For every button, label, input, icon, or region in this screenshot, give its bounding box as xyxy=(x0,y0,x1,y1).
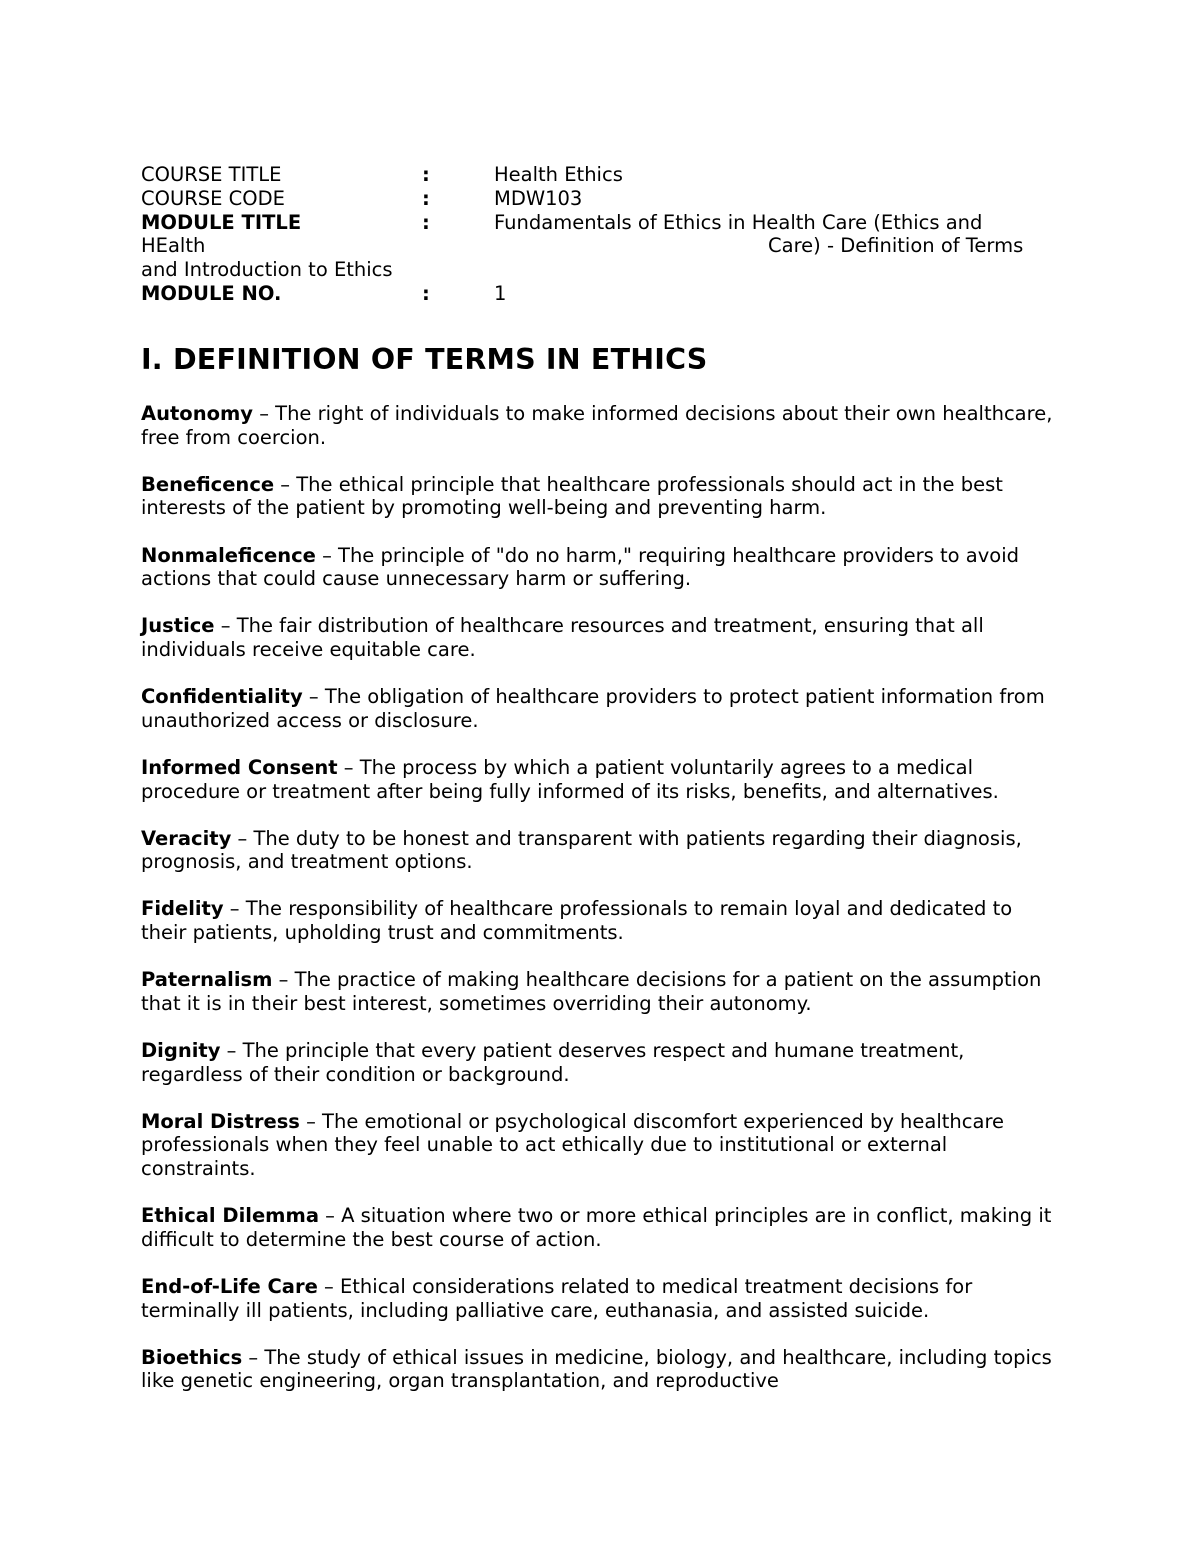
document-page xyxy=(141,163,1056,1417)
course-code-value: MDW103 xyxy=(494,186,583,210)
course-code-colon: : xyxy=(422,186,430,210)
term-item xyxy=(141,685,1056,732)
term-name: Bioethics xyxy=(141,1345,243,1369)
term-name: Moral Distress xyxy=(141,1109,300,1133)
term-item xyxy=(141,968,1056,1015)
term-name: Informed Consent xyxy=(141,755,338,779)
term-definition: – The obligation of healthcare providers to protect patient information from unauthorized access or disclosure. xyxy=(141,685,1045,732)
term-definition: – The principle that every patient deserves respect and humane treatment, regardless of their condition or background. xyxy=(141,1039,965,1086)
term-name: Autonomy xyxy=(141,402,254,425)
term-item xyxy=(141,402,1056,449)
module-title-value-line1: Fundamentals of Ethics in Health Care (Ethics and xyxy=(494,210,983,234)
term-definition: – The fair distribution of healthcare resources and treatment, ensuring that all individuals receive equitable care. xyxy=(141,614,984,661)
term-name: Confidentiality xyxy=(141,685,303,709)
term-name: Veracity xyxy=(141,826,232,850)
term-name: Beneficence xyxy=(141,472,275,496)
term-name: Dignity xyxy=(141,1039,221,1063)
term-name: Justice xyxy=(141,614,215,638)
section-title: I. DEFINITION OF TERMS IN ETHICS xyxy=(141,343,708,376)
term-name: Ethical Dilemma xyxy=(141,1204,319,1228)
module-title-value-line2: Care) - Definition of Terms xyxy=(768,234,1024,258)
module-title-label: MODULE TITLE xyxy=(141,210,302,234)
term-definition: – The responsibility of healthcare professionals to remain loyal and dedicated to their patients, upholding trust and commitments. xyxy=(141,897,1013,945)
term-name: Fidelity xyxy=(141,897,224,921)
term-definition: – Ethical considerations related to medical treatment decisions for terminally ill patients, including palliative care, euthanasia, and assisted suicide. xyxy=(141,1274,973,1322)
term-item xyxy=(141,544,1056,591)
term-definition: – The study of ethical issues in medicine, biology, and healthcare, including topics like genetic engineering, organ transplantation, and reproductive xyxy=(141,1345,1052,1393)
term-item xyxy=(141,827,1056,874)
module-no-label: MODULE NO. xyxy=(141,282,282,305)
course-title-colon: : xyxy=(422,163,430,186)
term-definition: – The practice of making healthcare decisions for a patient on the assumption that it is in their best interest, sometimes overriding their autonomy. xyxy=(141,968,1042,1015)
term-item xyxy=(141,1346,1056,1393)
course-header xyxy=(141,163,1056,313)
term-name: Paternalism xyxy=(141,968,273,992)
module-title-continuation-left: HEalth xyxy=(141,234,206,258)
term-item xyxy=(141,1039,1056,1086)
course-title-value: Health Ethics xyxy=(494,163,623,186)
term-definition: – A situation where two or more ethical principles are in conflict, making it difficult to determine the best course of action. xyxy=(141,1204,1052,1251)
module-title-colon: : xyxy=(422,210,430,234)
module-no-colon: : xyxy=(422,282,430,305)
module-no-value: 1 xyxy=(494,282,507,305)
term-definition: – The right of individuals to make informed decisions about their own healthcare, free from coercion. xyxy=(141,402,1053,449)
course-code-label: COURSE CODE xyxy=(141,186,285,210)
term-definition: – The emotional or psychological discomfort experienced by healthcare professionals when they feel unable to act ethically due to institutional or external constraints. xyxy=(141,1109,1005,1180)
term-item xyxy=(141,1204,1056,1251)
term-item xyxy=(141,897,1056,944)
course-title-label: COURSE TITLE xyxy=(141,163,282,186)
term-item xyxy=(141,614,1056,661)
term-item xyxy=(141,1275,1056,1322)
terms-list xyxy=(141,402,1056,1393)
module-title-continuation-line3: and Introduction to Ethics xyxy=(141,258,393,282)
term-definition: – The principle of "do no harm," requiring healthcare providers to avoid actions that could cause unnecessary harm or suffering. xyxy=(141,543,1019,591)
term-item xyxy=(141,473,1056,520)
term-item xyxy=(141,1110,1056,1181)
term-definition: – The ethical principle that healthcare professionals should act in the best interests of the patient by promoting well-being and preventing harm. xyxy=(141,472,1003,520)
term-name: Nonmaleficence xyxy=(141,543,316,567)
term-name: End-of-Life Care xyxy=(141,1274,318,1298)
term-item xyxy=(141,756,1056,803)
term-definition: – The duty to be honest and transparent with patients regarding their diagnosis, prognosis, and treatment options. xyxy=(141,826,1022,874)
term-definition: – The process by which a patient voluntarily agrees to a medical procedure or treatment after being fully informed of its risks, benefits, and alternatives. xyxy=(141,755,999,803)
